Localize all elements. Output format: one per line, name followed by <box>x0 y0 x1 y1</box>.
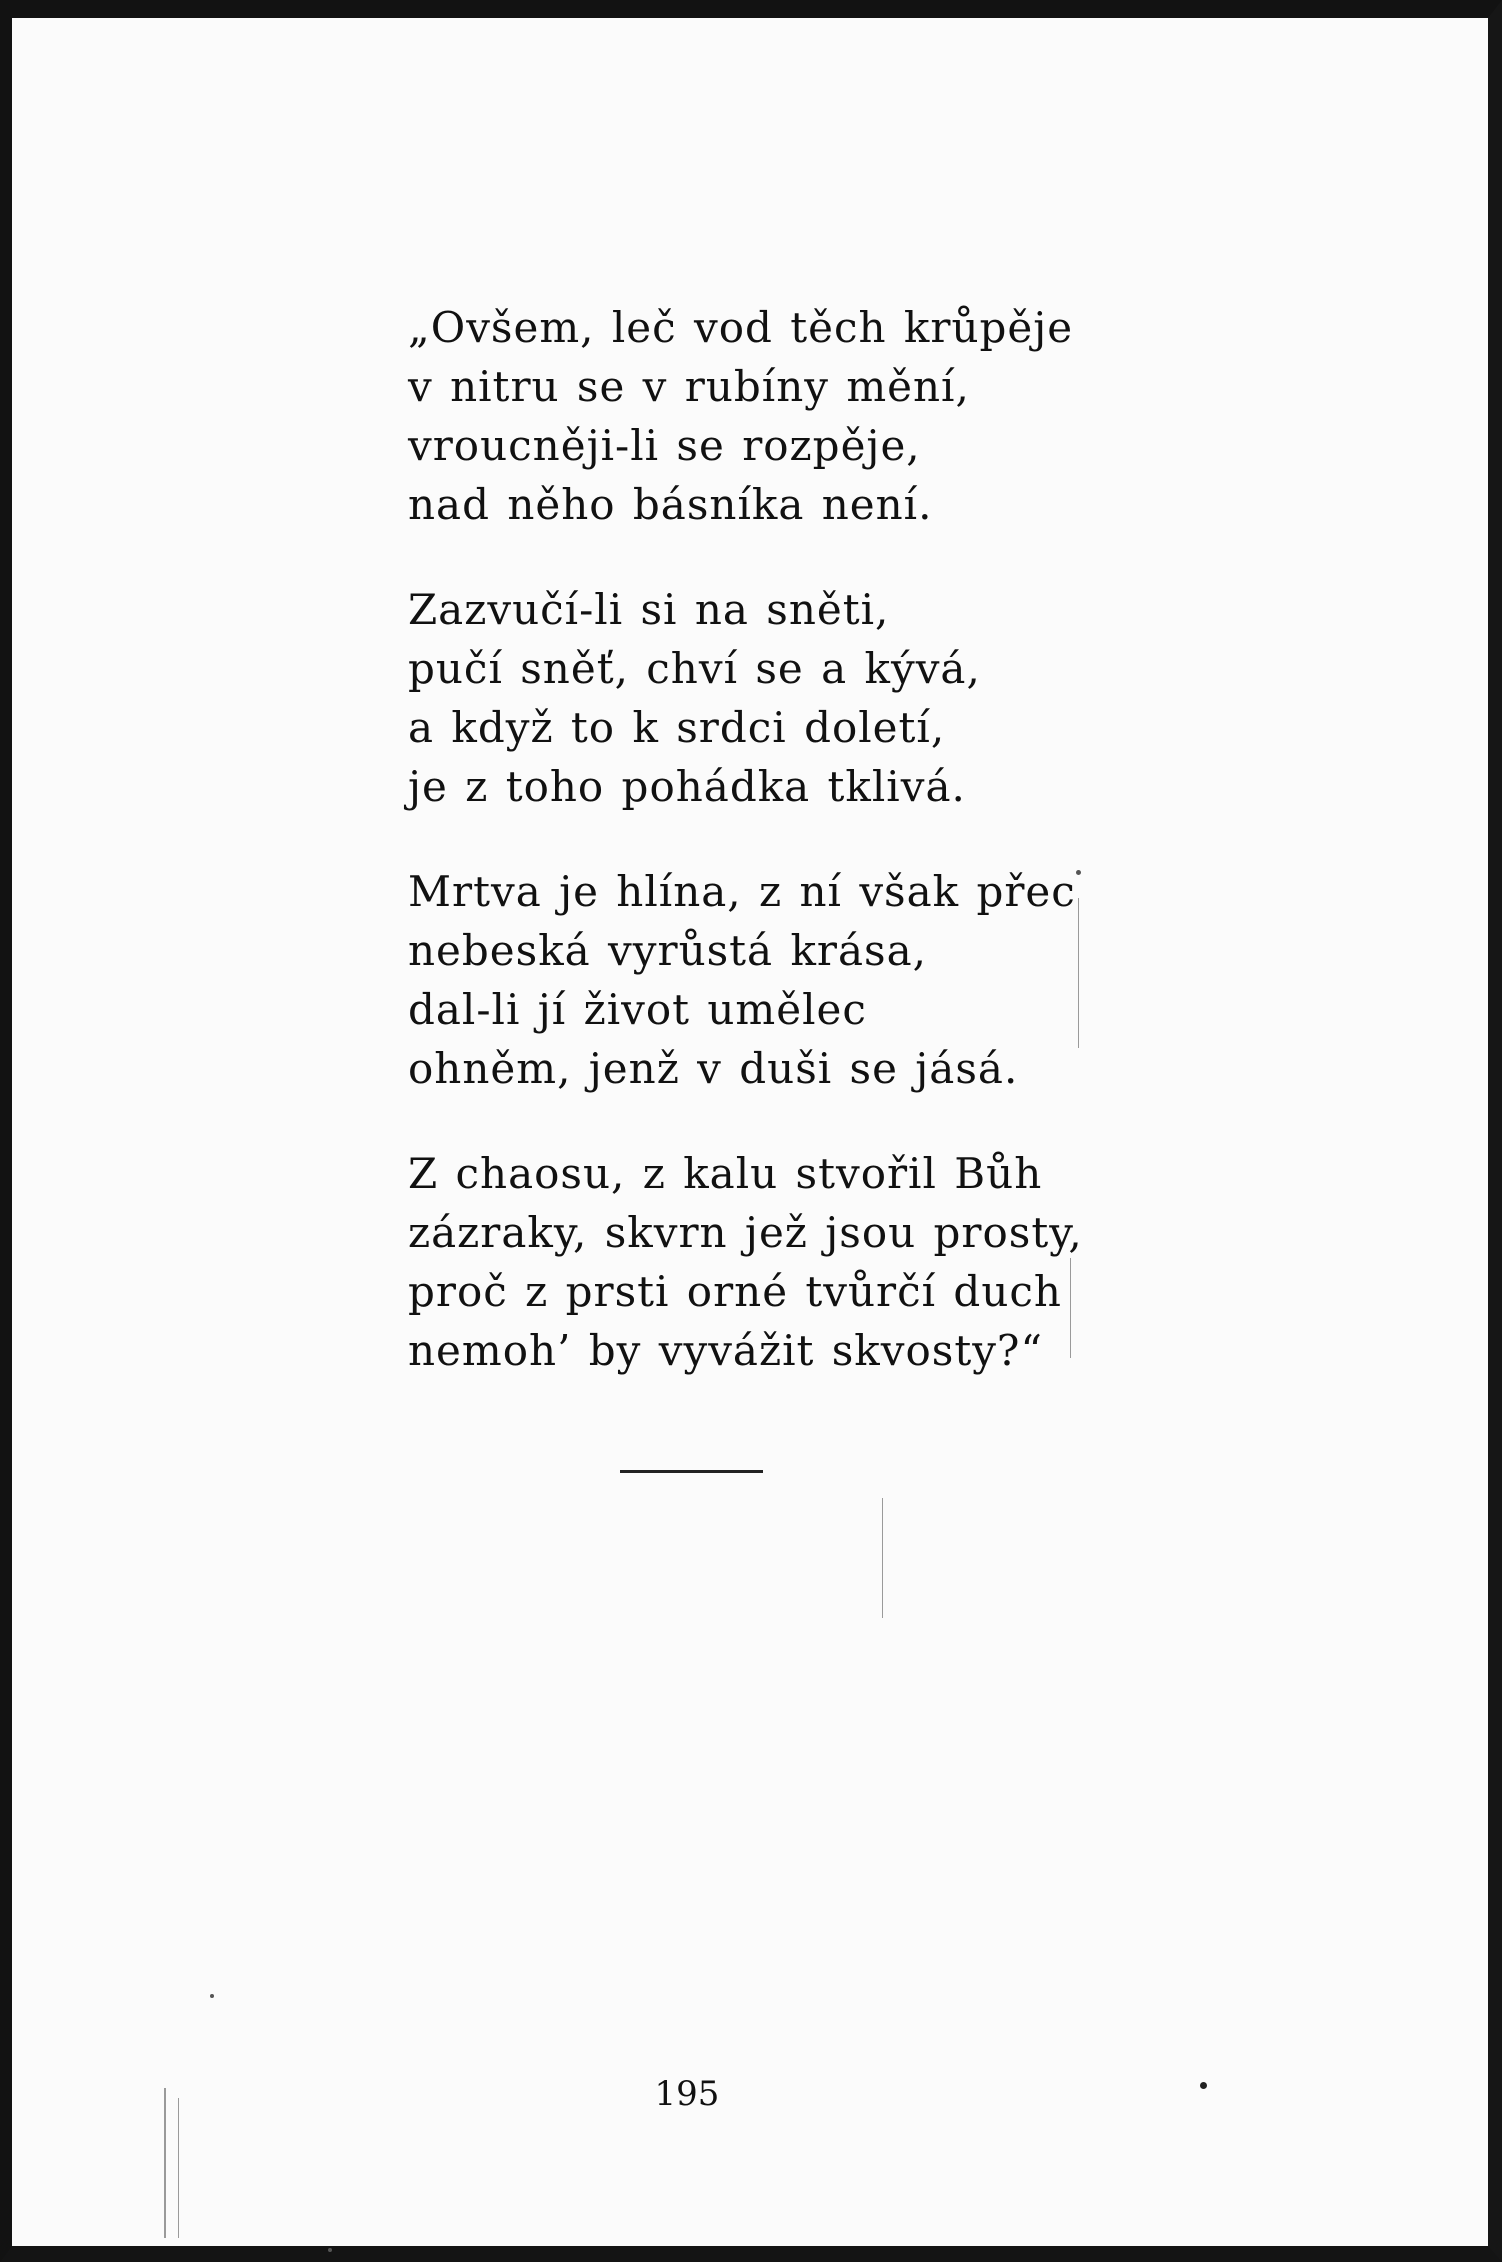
poem-line: Z chaosu, z kalu stvořil Bůh <box>408 1149 1043 1198</box>
poem-line: nebeská vyrůstá krása, <box>408 926 927 975</box>
poem-line: vroucněji-li se rozpěje, <box>408 421 921 470</box>
scan-artifact <box>882 1498 883 1618</box>
stanza-4 <box>408 1144 1108 1380</box>
poem-line: dal-li jí život umělec <box>408 985 867 1034</box>
section-divider <box>620 1470 763 1473</box>
scan-artifact <box>1076 870 1081 875</box>
poem-line: proč z prsti orné tvůrčí duch <box>408 1267 1062 1316</box>
poem-line: a když to k srdci doletí, <box>408 703 946 752</box>
stanza-3 <box>408 862 1108 1098</box>
poem-text <box>408 298 1108 1426</box>
stanza-1 <box>408 298 1108 534</box>
scan-artifact <box>210 1994 214 1998</box>
page-number: 195 <box>654 2074 720 2114</box>
scan-artifact <box>1070 1258 1071 1358</box>
scan-artifact <box>1200 2082 1207 2089</box>
scan-artifact <box>328 2248 332 2252</box>
poem-line: nad něho básníka není. <box>408 480 933 529</box>
stanza-2 <box>408 580 1108 816</box>
poem-line: „Ovšem, leč vod těch krůpěje <box>408 303 1074 352</box>
poem-line: je z toho pohádka tklivá. <box>408 762 966 811</box>
scan-artifact <box>1078 898 1079 1048</box>
poem-line: v nitru se v rubíny mění, <box>408 362 970 411</box>
poem-line: ohněm, jenž v duši se jásá. <box>408 1044 1019 1093</box>
poem-line: zázraky, skvrn jež jsou prosty, <box>408 1208 1083 1257</box>
poem-line: pučí sněť, chví se a kývá, <box>408 644 981 693</box>
scan-artifact <box>178 2098 179 2238</box>
scan-artifact <box>164 2088 166 2238</box>
poem-line: nemoh’ by vyvážit skvosty?“ <box>408 1326 1043 1375</box>
poem-line: Mrtva je hlína, z ní však přec <box>408 867 1076 916</box>
poem-line: Zazvučí-li si na sněti, <box>408 585 890 634</box>
